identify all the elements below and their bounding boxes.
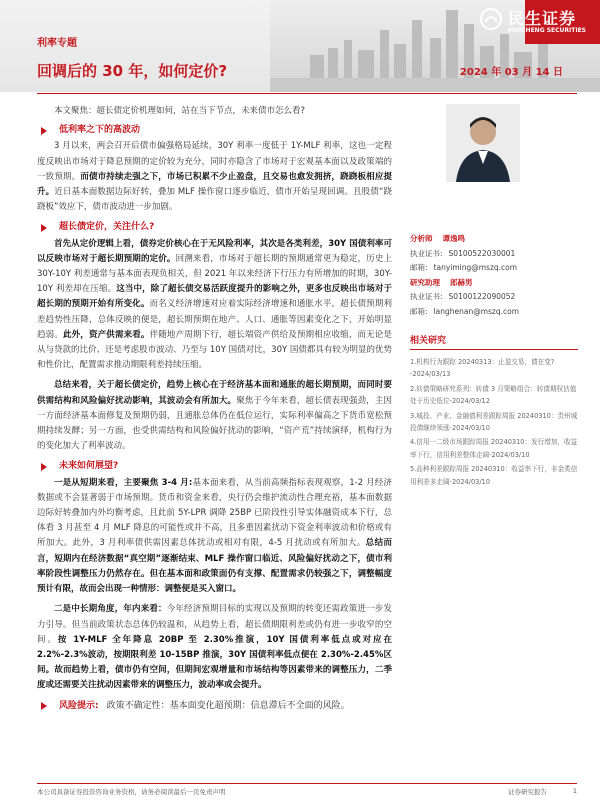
related-research-item[interactable]: 5.品种利差跟踪周报 20240310：收益率下行，非金类信用利差多走阔-2024/03/10 <box>410 465 578 486</box>
text-run: 近日基本面数据边际好转，叠加 MLF 操作窗口逐步临近，债市开始呈现回调。且股债“跷跷板”效应下，债市波动进一步加剧。 <box>37 187 392 213</box>
paragraph <box>37 237 392 374</box>
detail-value[interactable]: S0100522030001 <box>448 248 516 258</box>
analyst-name-row <box>410 232 578 247</box>
text-run: 回溯来看，市场对于超长期的预期通常更为稳定，历史上 30Y-10Y 利差通常与基本面表现负相关，但 2021 年以来经济下行压力有所增加的时期，30Y-10Y 利差却在压缩。 <box>37 253 392 295</box>
analyst-name: 郎赫男 <box>450 277 473 287</box>
section-heading <box>41 459 392 474</box>
paragraph <box>37 139 392 215</box>
sidebar <box>410 104 578 490</box>
arrow-right-icon <box>41 224 47 232</box>
bold-text: 总结来看，关于超长债定价，趋势上核心在于经济基本面和通胀的超长期预期，而同时要供需结构和风险偏好扰动影响，其波动会有所加大。 <box>37 380 392 406</box>
report-title: 回调后的 30 年，如何定价? <box>37 62 228 80</box>
focus-statement: 本文聚焦：超长债定价机理如何，站在当下节点，未来债市怎么看? <box>54 106 306 116</box>
text-run: 伴随地产周期下行，超长端资产供给及预期相应收缩，而无论是从与贷款的比价、还是考虑股市波动、乃至与 10Y 国债对比，30Y 国债都具有较为明显的优势和性价比，配置需求推动期限利差持续压缩。 <box>37 329 392 371</box>
text-run: 聚焦于今年来看，超长债表现强劲，主因一方面经济基本面修复及预期仍弱，且通胀总体仍在低位运行，实际利率偏高之下货币宽松预期持续发酵；另一方面，也受供需结构和风险偏好扰动的影响，“资产荒”持续演绎，机构行为的变化加大了利率波动。 <box>37 395 392 452</box>
paragraph <box>37 602 392 693</box>
report-category: 利率专题 <box>37 38 77 49</box>
text-run: 基本面来看，从当前高频指标表现观察，1-2 月经济数据或不会显著弱于市场预期。货币和资金来看，央行仍会维护流动性合理充裕，基本面数据边际好转叠加内外均衡考虑，且此前 5Y-LPR 调降 25BP 已阶段性引导实体融资成本下行，总体看 3 月甚至 4 月 MLF 降息的可能性或并不高，且多重因素扰动下资金利率波动和价格或有所加大。此外，3 月利率债供需因素总体扰动或相对有限，4-5 月扰动或有所加大。 <box>37 477 392 549</box>
person-avatar-icon <box>446 104 520 182</box>
report-date: 2024 年 03 月 14 日 <box>459 67 563 78</box>
analyst-detail-row <box>410 261 578 276</box>
bold-text: 而债市持续走强之下，市场已积累不少止盈盘，且交易也愈发拥挤，跷跷板相应提升。 <box>37 171 392 198</box>
section-heading-text: 低利率之下的高波动 <box>59 125 141 136</box>
section-heading <box>41 123 392 138</box>
analyst-detail-row <box>410 247 578 262</box>
risk-text: 政策不确定性：基本面变化超预期：信息滞后不全面的风险。 <box>106 700 350 711</box>
analyst-role: 分析师 <box>410 234 433 243</box>
related-research-list <box>410 356 578 488</box>
related-research-title: 相关研究 <box>410 333 578 350</box>
logo-text-en: MINSHENG SECURITIES <box>508 27 586 34</box>
analyst-name-row <box>410 276 578 291</box>
detail-value[interactable]: langhenan@mszq.com <box>433 306 520 316</box>
arrow-right-icon <box>41 463 47 471</box>
section-heading-text: 超长债定价，关注什么? <box>59 222 155 233</box>
analyst-detail-row <box>410 305 578 320</box>
text-run: 而名义经济增速对应着实际经济增速和通胀水平，超长债预期利差趋势性压降，总体反映的便是，超长期预期在地产、人口、通胀等因素变化之下，开始明显趋弱。 <box>37 299 392 340</box>
related-research-item[interactable]: 1.机构行为跟踪 20240313：止盈交易，债在变?-2024/03/13 <box>410 358 555 379</box>
minsheng-logo <box>480 6 592 38</box>
bold-text: 这当中，除了超长债交易活跃度提升的影响之外，更多也反映出市场对于超长期的预期开始有所变化。 <box>37 284 392 310</box>
paragraph <box>37 378 392 454</box>
sections-container <box>37 123 392 693</box>
arrow-right-icon <box>41 702 47 710</box>
bold-text: 总结而言，短期内在经济数据“真空期”逐渐结束、MLF 操作窗口临近、风险偏好扰动之下，债市利率阶段性调整压力仍然存在。但在基本面和政策面仍有支撑、配置需求仍较强之下，调整幅度预计有限，故而会出现一种情形：调整便是买入窗口。 <box>37 538 392 595</box>
detail-label: 邮箱: <box>410 306 428 316</box>
bold-text: 按 1Y-MLF 全年降息 20BP 至 2.30%推演，10Y 国债利率低点或对应在 2.2%-2.3%波动，按期限利差 10-15BP 推演，30Y 国债利率低点便在 2.30%-2.45%区间。故而趋势上看，债市仍有空间，但期间宏观增量和市场结构等因素带来的调整压力，二季度或还需要关注扰动因素带来的调整压力，波动率或会提升。 <box>37 634 392 691</box>
analyst-detail-row <box>410 290 578 305</box>
paragraph <box>37 476 392 598</box>
header-banner <box>0 0 600 92</box>
risk-label: 风险提示: <box>59 700 99 711</box>
text-run: 今年经济预期目标的实现以及预期的转变还需政策进一步发力引导。但当前政策状态总体仍较温和，从趋势上看，超长债期限利差或仍有进一步收窄的空间。 <box>37 604 392 645</box>
page-number: 1 <box>572 787 577 795</box>
footer-disclaimer: 本公司具备证券投资咨询业务资格，请务必阅读最后一页免责声明 <box>37 788 226 796</box>
analyst-name: 谭逸鸣 <box>442 234 465 243</box>
detail-label: 执业证书: <box>410 248 443 258</box>
section-heading <box>41 220 392 235</box>
detail-label: 邮箱: <box>410 263 428 272</box>
text-run: 3 月以来，两会召开后债市偏强格局延续，30Y 利率一度低于 1Y-MLF 利率，这也一定程度反映出市场对于降息预期的定价较为充分，同时亦隐含了市场对于宏观基本面以及政策端的一致预期。 <box>37 141 392 182</box>
related-research-item[interactable]: 2.转债策略研究系列：转债 3 月策略组合：转债期权估值处于历史低位-2024/03/12 <box>410 384 577 406</box>
section-heading-text: 未来如何展望? <box>59 461 119 472</box>
bold-text: 此外，资产供需来看。 <box>62 329 150 340</box>
logo-text-cn: 民生证券 <box>508 9 577 28</box>
detail-label: 执业证书: <box>410 292 443 301</box>
report-body <box>37 104 392 715</box>
analyst-role: 研究助理 <box>410 277 440 287</box>
header-divider <box>37 93 577 94</box>
related-research-item[interactable]: 3.城投、产业、金融债利差跟踪周报 20240310：贵州城投债继续领涨-2024/03/10 <box>410 411 578 433</box>
arrow-right-icon <box>41 127 47 135</box>
detail-value[interactable]: tanyiming@mszq.com <box>433 263 518 272</box>
analyst-info <box>410 232 578 319</box>
related-research-item[interactable]: 4.信用一二级市场跟踪周报 20240310：发行增加，收益率下行，信用利差整体走阔-2024/03/10 <box>410 438 578 459</box>
bold-text: 一是从短期来看，主要聚焦 3-4 月: <box>54 477 193 488</box>
footer-divider <box>37 783 577 784</box>
logo-mark-icon <box>480 8 502 30</box>
analyst-photo <box>446 104 520 182</box>
detail-value[interactable]: S0100122090052 <box>448 292 516 301</box>
bold-text: 二是中长期角度，年内来看： <box>54 604 167 615</box>
bold-text: 首先从定价逻辑上看，债券定价核心在于无风险利率，其次是各类利差，30Y 国债利率可以反映市场对于超长期预期的定价。 <box>37 238 392 264</box>
footer-report-type: 证券研究报告 <box>508 788 547 796</box>
risk-warning <box>41 699 392 714</box>
